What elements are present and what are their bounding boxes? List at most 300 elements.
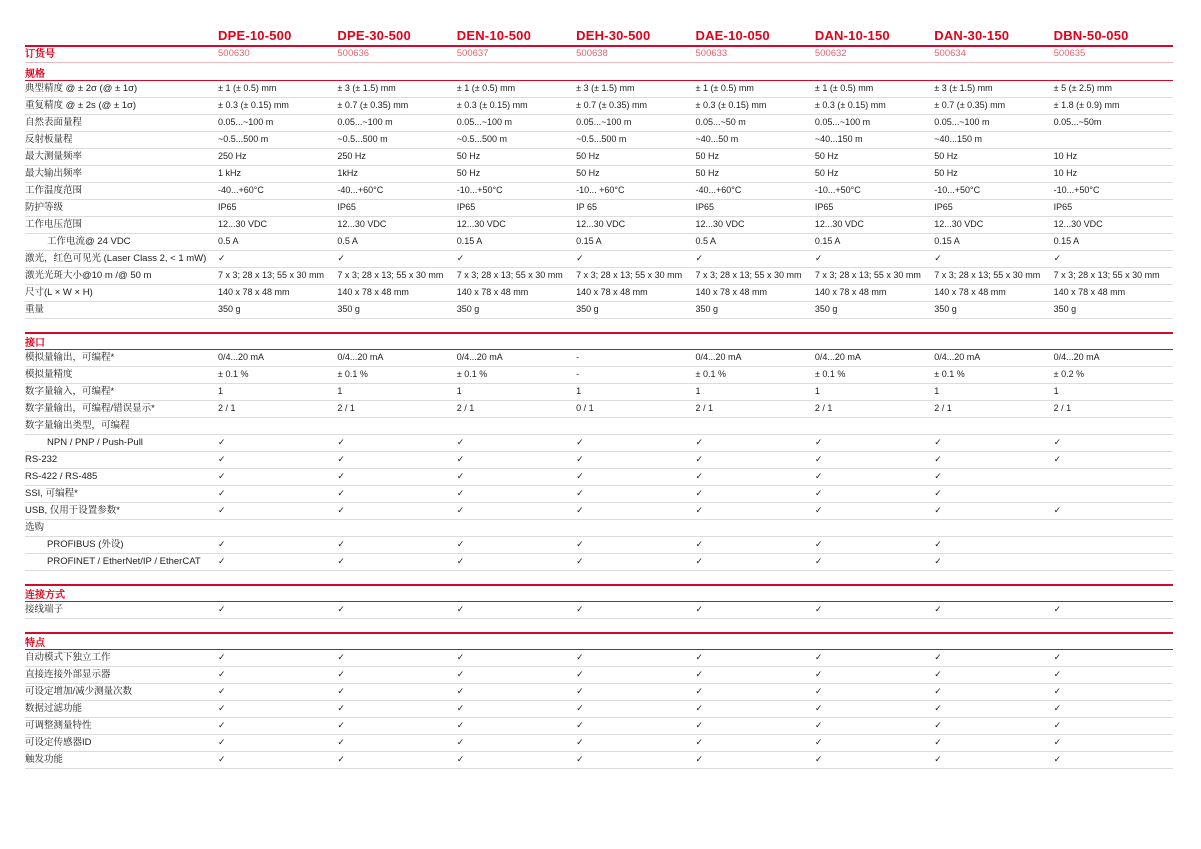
check-icon: ✓ xyxy=(456,556,465,567)
table-row xyxy=(25,503,1173,520)
spec-cell: ± 0.1 % xyxy=(934,369,965,380)
table-row xyxy=(25,435,1173,452)
order-number: 500636 xyxy=(337,48,370,60)
order-number: 500630 xyxy=(218,48,250,60)
spec-cell: 7 x 3; 28 x 13; 55 x 30 mm xyxy=(576,270,683,281)
check-icon: ✓ xyxy=(814,652,823,663)
check-icon: ✓ xyxy=(576,686,584,697)
spec-cell: ± 0.3 (± 0.15) mm xyxy=(814,100,886,111)
check-icon: ✓ xyxy=(814,454,823,465)
spec-cell: 1 kHz xyxy=(218,168,242,179)
check-icon: ✓ xyxy=(695,454,704,465)
row-label: RS-232 xyxy=(25,453,58,465)
row-label: 直接连接外部显示器 xyxy=(25,668,111,680)
spec-cell: IP65 xyxy=(695,202,715,213)
check-icon: ✓ xyxy=(814,539,823,550)
check-icon: ✓ xyxy=(934,737,942,748)
table-row xyxy=(25,166,1173,183)
table-row xyxy=(25,367,1173,384)
check-icon: ✓ xyxy=(218,437,226,448)
check-icon: ✓ xyxy=(1053,754,1062,765)
table-row xyxy=(25,602,1173,619)
table-row xyxy=(25,132,1173,149)
spec-cell: ± 0.1 % xyxy=(814,369,846,380)
check-icon: ✓ xyxy=(934,754,942,765)
spec-cell: -40...+60°C xyxy=(337,185,384,196)
row-label: 数据过滤功能 xyxy=(25,702,83,714)
check-icon: ✓ xyxy=(814,703,823,714)
spec-cell: IP65 xyxy=(337,202,356,213)
check-icon: ✓ xyxy=(576,737,584,748)
check-icon: ✓ xyxy=(456,703,465,714)
check-icon: ✓ xyxy=(814,669,823,680)
check-icon: ✓ xyxy=(576,539,584,550)
check-icon: ✓ xyxy=(934,686,942,697)
spec-cell: 0/4...20 mA xyxy=(1053,352,1100,363)
spec-cell: 0 / 1 xyxy=(576,403,594,414)
section-title: 接口 xyxy=(25,332,1173,350)
check-icon: ✓ xyxy=(456,437,465,448)
product-header-row xyxy=(25,24,1173,45)
check-icon: ✓ xyxy=(456,539,465,550)
check-icon: ✓ xyxy=(337,471,345,482)
order-number-row xyxy=(25,45,1173,63)
table-row xyxy=(25,98,1173,115)
spec-cell: 50 Hz xyxy=(695,151,720,162)
check-icon: ✓ xyxy=(337,253,345,264)
spec-cell: ± 3 (± 1.5) mm xyxy=(576,83,635,94)
spec-cell: 350 g xyxy=(934,304,957,315)
check-icon: ✓ xyxy=(337,703,345,714)
row-label: 最大输出频率 xyxy=(25,167,83,179)
spec-cell: 12...30 VDC xyxy=(814,219,864,230)
spec-cell: 0.05...~100 m xyxy=(337,117,393,128)
spec-cell: 0.5 A xyxy=(218,236,239,247)
check-icon: ✓ xyxy=(934,437,942,448)
check-icon: ✓ xyxy=(695,556,704,567)
check-icon: ✓ xyxy=(218,505,226,516)
spec-cell: 7 x 3; 28 x 13; 55 x 30 mm xyxy=(814,270,921,281)
order-number: 500638 xyxy=(576,48,608,60)
check-icon: ✓ xyxy=(576,253,584,264)
check-icon: ✓ xyxy=(695,604,704,615)
table-row xyxy=(25,667,1173,684)
check-icon: ✓ xyxy=(814,720,823,731)
check-icon: ✓ xyxy=(456,253,465,264)
spec-cell: IP 65 xyxy=(576,202,597,213)
table-row xyxy=(25,554,1173,571)
spec-cell: 2 / 1 xyxy=(814,403,833,414)
spec-cell: 140 x 78 x 48 mm xyxy=(337,287,409,298)
spec-cell: 7 x 3; 28 x 13; 55 x 30 mm xyxy=(934,270,1041,281)
check-icon: ✓ xyxy=(814,556,823,567)
check-icon: ✓ xyxy=(695,488,704,499)
spec-cell: ~0.5...500 m xyxy=(218,134,269,145)
check-icon: ✓ xyxy=(695,471,704,482)
check-icon: ✓ xyxy=(1053,737,1062,748)
check-icon: ✓ xyxy=(337,556,345,567)
row-label: 重量 xyxy=(25,303,45,315)
check-icon: ✓ xyxy=(337,604,345,615)
check-icon: ✓ xyxy=(695,703,704,714)
row-label: 可设定传感器ID xyxy=(25,736,92,748)
row-label: 工作温度范围 xyxy=(25,184,83,196)
section xyxy=(25,632,1173,769)
table-row xyxy=(25,401,1173,418)
check-icon: ✓ xyxy=(337,488,345,499)
row-label: 可调整测量特性 xyxy=(25,719,92,731)
check-icon: ✓ xyxy=(456,754,465,765)
product-spec-table xyxy=(25,24,1173,769)
check-icon: ✓ xyxy=(934,669,942,680)
table-row xyxy=(25,650,1173,667)
spec-cell: ± 1 (± 0.5) mm xyxy=(695,83,754,94)
check-icon: ✓ xyxy=(695,686,704,697)
check-icon: ✓ xyxy=(695,720,704,731)
product-column-header: DAN-30-150 xyxy=(934,27,1010,43)
check-icon: ✓ xyxy=(218,737,226,748)
row-label: 接线端子 xyxy=(25,603,64,615)
check-icon: ✓ xyxy=(1053,505,1062,516)
table-row xyxy=(25,183,1173,200)
check-icon: ✓ xyxy=(695,652,704,663)
spec-cell: IP65 xyxy=(1053,202,1073,213)
spec-cell: 7 x 3; 28 x 13; 55 x 30 mm xyxy=(337,270,444,281)
check-icon: ✓ xyxy=(456,488,465,499)
check-icon: ✓ xyxy=(218,454,226,465)
spec-cell: 2 / 1 xyxy=(456,403,475,414)
spec-cell: ~40...50 m xyxy=(695,134,739,145)
table-row xyxy=(25,200,1173,217)
check-icon: ✓ xyxy=(576,437,584,448)
order-number: 500632 xyxy=(814,48,847,60)
row-label: 尺寸(L × W × H) xyxy=(25,286,93,298)
spec-cell: - xyxy=(576,369,580,380)
spec-cell: ~0.5...500 m xyxy=(456,134,508,145)
spec-cell: 0/4...20 mA xyxy=(814,352,861,363)
spec-cell: 2 / 1 xyxy=(337,403,355,414)
check-icon: ✓ xyxy=(456,720,465,731)
spec-cell: 350 g xyxy=(218,304,241,315)
check-icon: ✓ xyxy=(576,505,584,516)
check-icon: ✓ xyxy=(218,703,226,714)
product-column-header: DAE-10-050 xyxy=(695,27,770,43)
spec-cell: ± 0.3 (± 0.15) mm xyxy=(695,100,767,111)
spec-cell: ± 0.1 % xyxy=(695,369,726,380)
section xyxy=(25,65,1173,319)
spec-cell: 350 g xyxy=(576,304,599,315)
check-icon: ✓ xyxy=(695,737,704,748)
check-icon: ✓ xyxy=(456,505,465,516)
check-icon: ✓ xyxy=(814,488,823,499)
table-row xyxy=(25,115,1173,132)
check-icon: ✓ xyxy=(337,454,345,465)
check-icon: ✓ xyxy=(337,720,345,731)
table-row xyxy=(25,520,1173,537)
table-row xyxy=(25,217,1173,234)
row-label: 最大测量频率 xyxy=(25,150,83,162)
spec-cell: ± 1 (± 0.5) mm xyxy=(218,83,277,94)
check-icon: ✓ xyxy=(814,686,823,697)
check-icon: ✓ xyxy=(218,604,226,615)
spec-cell: -10...+50°C xyxy=(934,185,981,196)
check-icon: ✓ xyxy=(934,604,942,615)
check-icon: ✓ xyxy=(1053,669,1062,680)
check-icon: ✓ xyxy=(218,488,226,499)
spec-cell: ± 3 (± 1.5) mm xyxy=(337,83,396,94)
check-icon: ✓ xyxy=(218,652,226,663)
spec-cell: 1kHz xyxy=(337,168,358,179)
spec-cell: 0.15 A xyxy=(1053,236,1080,247)
spec-cell: 2 / 1 xyxy=(218,403,236,414)
spec-cell: 1 xyxy=(337,386,343,397)
row-label: 模拟量输出，可编程* xyxy=(25,351,115,363)
spec-cell: 12...30 VDC xyxy=(456,219,506,230)
spec-cell: 350 g xyxy=(456,304,480,315)
check-icon: ✓ xyxy=(576,669,584,680)
row-label: 数字量输出，可编程/错误显示* xyxy=(25,402,155,414)
check-icon: ✓ xyxy=(337,737,345,748)
spec-cell: 10 Hz xyxy=(1053,151,1078,162)
spec-cell: 50 Hz xyxy=(695,168,720,179)
spec-cell: 350 g xyxy=(337,304,360,315)
check-icon: ✓ xyxy=(934,505,942,516)
check-icon: ✓ xyxy=(934,720,942,731)
row-label: 防护等级 xyxy=(25,201,64,213)
check-icon: ✓ xyxy=(934,539,942,550)
row-label: RS-422 / RS-485 xyxy=(25,470,98,482)
spec-cell: 0.05...~50 m xyxy=(695,117,746,128)
check-icon: ✓ xyxy=(456,686,465,697)
spec-cell: 7 x 3; 28 x 13; 55 x 30 mm xyxy=(456,270,563,281)
row-label: 重复精度 @ ± 2s (@ ± 1σ) xyxy=(25,99,137,111)
check-icon: ✓ xyxy=(814,604,823,615)
check-icon: ✓ xyxy=(337,539,345,550)
check-icon: ✓ xyxy=(814,754,823,765)
spec-cell: IP65 xyxy=(934,202,953,213)
check-icon: ✓ xyxy=(576,703,584,714)
check-icon: ✓ xyxy=(218,253,226,264)
check-icon: ✓ xyxy=(1053,454,1062,465)
check-icon: ✓ xyxy=(456,737,465,748)
spec-cell: ± 0.1 % xyxy=(218,369,249,380)
check-icon: ✓ xyxy=(218,754,226,765)
order-number: 500633 xyxy=(695,48,728,60)
row-label: 典型精度 @ ± 2σ (@ ± 1σ) xyxy=(25,82,138,94)
spec-cell: ~0.5...500 m xyxy=(337,134,388,145)
check-icon: ✓ xyxy=(218,669,226,680)
check-icon: ✓ xyxy=(934,253,942,264)
row-label: PROFINET / EtherNet/IP / EtherCAT xyxy=(47,555,201,567)
spec-cell: 0.05...~100 m xyxy=(218,117,274,128)
check-icon: ✓ xyxy=(576,652,584,663)
spec-cell: 0.05...~50m xyxy=(1053,117,1102,128)
row-label: 反射板量程 xyxy=(25,133,73,145)
spec-cell: 140 x 78 x 48 mm xyxy=(695,287,768,298)
spec-cell: 140 x 78 x 48 mm xyxy=(814,287,887,298)
spec-cell: 50 Hz xyxy=(814,151,839,162)
check-icon: ✓ xyxy=(1053,652,1062,663)
check-icon: ✓ xyxy=(456,471,465,482)
check-icon: ✓ xyxy=(456,669,465,680)
spec-cell: IP65 xyxy=(814,202,834,213)
spec-cell: -10... +60°C xyxy=(576,185,625,196)
section xyxy=(25,584,1173,619)
spec-cell: 250 Hz xyxy=(218,151,247,162)
spec-cell: 250 Hz xyxy=(337,151,366,162)
check-icon: ✓ xyxy=(337,669,345,680)
check-icon: ✓ xyxy=(218,556,226,567)
table-row xyxy=(25,268,1173,285)
spec-cell: ± 1 (± 0.5) mm xyxy=(456,83,516,94)
spec-cell: IP65 xyxy=(456,202,476,213)
product-column-header: DEH-30-500 xyxy=(576,27,651,43)
table-row xyxy=(25,701,1173,718)
spec-cell: 1 xyxy=(218,386,224,397)
check-icon: ✓ xyxy=(576,454,584,465)
product-column-header: DPE-10-500 xyxy=(218,27,292,43)
order-number: 500635 xyxy=(1053,48,1086,60)
check-icon: ✓ xyxy=(337,686,345,697)
check-icon: ✓ xyxy=(576,720,584,731)
spec-cell: 7 x 3; 28 x 13; 55 x 30 mm xyxy=(1053,270,1160,281)
table-row xyxy=(25,537,1173,554)
order-number: 500637 xyxy=(456,48,489,60)
check-icon: ✓ xyxy=(1053,686,1062,697)
product-column-header: DAN-10-150 xyxy=(814,27,890,43)
check-icon: ✓ xyxy=(695,253,704,264)
check-icon: ✓ xyxy=(695,754,704,765)
spec-cell: 12...30 VDC xyxy=(934,219,984,230)
spec-cell: 1 xyxy=(456,386,462,397)
spec-cell: 140 x 78 x 48 mm xyxy=(456,287,529,298)
spec-cell: - xyxy=(576,352,580,363)
table-row xyxy=(25,81,1173,98)
spec-cell: 1 xyxy=(695,386,701,397)
spec-cell: 0.05...~100 m xyxy=(934,117,990,128)
check-icon: ✓ xyxy=(576,556,584,567)
spec-cell: 50 Hz xyxy=(576,151,600,162)
spec-cell: 50 Hz xyxy=(576,168,600,179)
spec-cell: 12...30 VDC xyxy=(337,219,387,230)
spec-cell: ~40...150 m xyxy=(934,134,983,145)
row-label: 触发功能 xyxy=(25,753,64,765)
table-row xyxy=(25,718,1173,735)
check-icon: ✓ xyxy=(934,652,942,663)
table-row xyxy=(25,684,1173,701)
section-title: 规格 xyxy=(25,65,1173,81)
check-icon: ✓ xyxy=(218,720,226,731)
spec-cell: 0.15 A xyxy=(576,236,602,247)
spec-cell: 0.05...~100 m xyxy=(576,117,632,128)
check-icon: ✓ xyxy=(337,437,345,448)
spec-cell: ± 1.8 (± 0.9) mm xyxy=(1053,100,1120,111)
spec-cell: 50 Hz xyxy=(456,168,481,179)
check-icon: ✓ xyxy=(337,505,345,516)
spec-cell: ± 0.7 (± 0.35) mm xyxy=(337,100,409,111)
check-icon: ✓ xyxy=(934,454,942,465)
spec-cell: -40...+60°C xyxy=(695,185,742,196)
table-row xyxy=(25,350,1173,367)
spec-cell: ~40...150 m xyxy=(814,134,863,145)
spec-cell: 50 Hz xyxy=(934,151,958,162)
check-icon: ✓ xyxy=(576,754,584,765)
spec-cell: 0.15 A xyxy=(814,236,841,247)
spec-cell: 2 / 1 xyxy=(934,403,952,414)
order-number: 500634 xyxy=(934,48,966,60)
spec-cell: ± 0.7 (± 0.35) mm xyxy=(576,100,648,111)
check-icon: ✓ xyxy=(814,737,823,748)
table-row xyxy=(25,149,1173,166)
spec-cell: 350 g xyxy=(1053,304,1077,315)
check-icon: ✓ xyxy=(934,556,942,567)
spec-cell: 0.15 A xyxy=(456,236,483,247)
product-column-header: DBN-50-050 xyxy=(1053,27,1129,43)
spec-cell: 0.05...~100 m xyxy=(814,117,871,128)
spec-cell: ± 0.3 (± 0.15) mm xyxy=(456,100,528,111)
spec-cell: 2 / 1 xyxy=(695,403,714,414)
spec-cell: ± 3 (± 1.5) mm xyxy=(934,83,993,94)
row-label: 选购 xyxy=(25,521,45,533)
check-icon: ✓ xyxy=(576,471,584,482)
spec-cell: 140 x 78 x 48 mm xyxy=(576,287,648,298)
table-row xyxy=(25,452,1173,469)
spec-cell: IP65 xyxy=(218,202,237,213)
section xyxy=(25,332,1173,571)
check-icon: ✓ xyxy=(1053,720,1062,731)
spec-cell: ± 0.3 (± 0.15) mm xyxy=(218,100,289,111)
spec-cell: 7 x 3; 28 x 13; 55 x 30 mm xyxy=(695,270,802,281)
spec-cell: -10...+50°C xyxy=(814,185,861,196)
table-row xyxy=(25,384,1173,401)
check-icon: ✓ xyxy=(576,488,584,499)
table-row xyxy=(25,735,1173,752)
spec-cell: ~0.5...500 m xyxy=(576,134,627,145)
spec-cell: -10...+50°C xyxy=(456,185,503,196)
spec-cell: 1 xyxy=(576,386,582,397)
spec-cell: 0.05...~100 m xyxy=(456,117,513,128)
spec-cell: -10...+50°C xyxy=(1053,185,1100,196)
check-icon: ✓ xyxy=(337,652,345,663)
table-row xyxy=(25,285,1173,302)
spec-cell: 140 x 78 x 48 mm xyxy=(1053,287,1126,298)
spec-cell: 12...30 VDC xyxy=(1053,219,1103,230)
row-label: PROFIBUS (外设) xyxy=(47,538,124,550)
check-icon: ✓ xyxy=(695,669,704,680)
row-label: 工作电压范围 xyxy=(25,218,83,230)
product-column-header: DPE-30-500 xyxy=(337,27,411,43)
spec-cell: 7 x 3; 28 x 13; 55 x 30 mm xyxy=(218,270,325,281)
check-icon: ✓ xyxy=(695,539,704,550)
check-icon: ✓ xyxy=(456,604,465,615)
table-row xyxy=(25,251,1173,268)
product-column-header: DEN-10-500 xyxy=(456,27,532,43)
check-icon: ✓ xyxy=(337,754,345,765)
spec-cell: 0/4...20 mA xyxy=(456,352,503,363)
spec-cell: 1 xyxy=(1053,386,1059,397)
spec-cell: 2 / 1 xyxy=(1053,403,1072,414)
spec-cell: 0/4...20 mA xyxy=(934,352,981,363)
row-label: 可设定增加/减少测量次数 xyxy=(25,685,133,697)
check-icon: ✓ xyxy=(934,471,942,482)
spec-cell: 12...30 VDC xyxy=(218,219,268,230)
section-title: 连接方式 xyxy=(25,584,1173,602)
spec-cell: 0/4...20 mA xyxy=(337,352,384,363)
row-label: 工作电流@ 24 VDC xyxy=(47,235,131,247)
check-icon: ✓ xyxy=(814,253,823,264)
spec-cell: -40...+60°C xyxy=(218,185,264,196)
row-label: 自动模式下独立工作 xyxy=(25,651,111,663)
